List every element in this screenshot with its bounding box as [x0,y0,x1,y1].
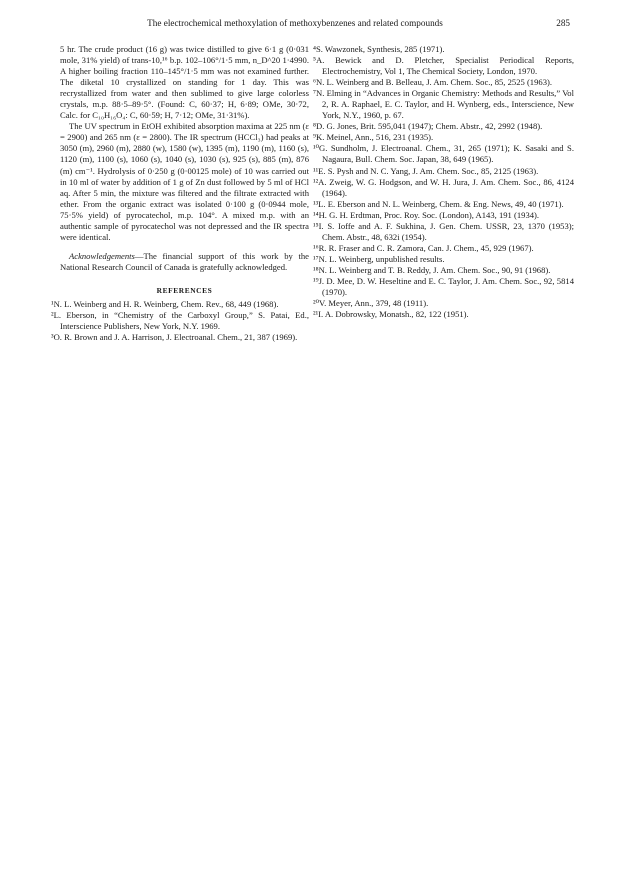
acknowledgements-text: —The financial support of this work by the National Research Council of Canada is gratefully acknowledged. [60,250,309,272]
running-title: The electrochemical methoxylation of methoxybenzenes and related compounds [147,18,443,28]
reference-item: ²⁰V. Meyer, Ann., 379, 48 (1911). [313,298,429,309]
reference-item: ¹⁷N. L. Weinberg, unpublished results. [313,253,445,264]
reference-item: ⁶N. L. Weinberg and B. Belleau, J. Am. Chem. Soc., 85, 2525 (1963). [313,77,553,88]
reference-item: ¹¹E. S. Pysh and N. C. Yang, J. Am. Chem. Soc., 85, 2125 (1963). [313,165,539,176]
acknowledgements [60,251,309,273]
reference-item: ⁵A. Bewick and D. Pletcher, Specialist Periodical Reports, Electrochemistry, Vol 1, The Chemical Society, London, 1970. [313,55,574,77]
reference-item: ¹⁰G. Sundholm, J. Electroanal. Chem., 31, 265 (1971); K. Sasaki and S. Nagaura, Bull. Chem. Soc. Japan, 38, 649 (1965). [313,143,574,165]
page-number: 285 [556,18,570,28]
reference-item: ⁴S. Wawzonek, Synthesis, 285 (1971). [313,44,445,54]
references-heading: REFERENCES [156,285,213,295]
acknowledgements-label: Acknowledgements [69,250,135,261]
reference-item: ¹⁴H. G. H. Erdtman, Proc. Roy. Soc. (London), A143, 191 (1934). [313,209,540,220]
right-column [313,44,574,320]
reference-item: ³O. R. Brown and J. A. Harrison, J. Electroanal. Chem., 21, 387 (1969). [51,332,298,343]
reference-item: ¹⁵I. S. Ioffe and A. F. Sukhina, J. Gen. Chem. USSR, 23, 1370 (1953); Chem. Abstr., 48, 632i (1954). [313,220,574,242]
reference-item: ¹⁹J. D. Mee, D. W. Heseltine and E. C. Taylor, J. Am. Chem. Soc., 92, 5814 (1970). [313,275,574,298]
reference-item: ¹⁸N. L. Weinberg and T. B. Reddy, J. Am. Chem. Soc., 90, 91 (1968). [313,264,551,275]
experimental-paragraph: 5 hr. The crude product (16 g) was twice distilled to give 6·1 g (0·031 mole, 31% yield) of trans-10,¹⁶ b.p. 102–106°/1·5 mm, n_D^20 1·4990. A higher boiling fraction 110–145°/1·5 mm was not examined further. The diketal 10 crystallized on standing for 1 day. This was recrystallized from water and then sublimed to give large colorless crystals, m.p. 88·5–89·5°. (Found: C, 60·37; H, 6·89; OMe, 30·72, Calc. for C₁₀H₁₆O₄: C, 60·59; H, 7·12; OMe, 31·31%). [60,44,309,121]
reference-item: ⁹K. Meinel, Ann., 516, 231 (1935). [313,132,434,143]
running-header [60,16,570,30]
spectra-paragraph: The UV spectrum in EtOH exhibited absorption maxima at 225 nm (ε = 2900) and 265 nm (ε = 2800). The IR spectrum (HCCl₃) had peaks at 3050 (m), 2960 (m), 2880 (w), 1580 (w), 1395 (m), 1190 (m), 1160 (s), 1120 (m), 1100 (s), 1060 (s), 1040 (s), 1030 (s), 925 (s), 885 (m), 876 (m) cm⁻¹. Hydrolysis of 0·250 g (0·00125 mole) of 10 was carried out in 10 ml of water by addition of 1 g of Zn dust followed by 5 ml of HCl aq. After 5 min, the mixture was filtered and the filtrate extracted with ether. From the organic extract was isolated 0·100 g (0·0944 mole, 75·5% yield) of pyrocatechol, m.p. 104°. A mixed m.p. with an authentic sample of pyrocatechol was not depressed and the IR spectra were identical. [60,121,309,242]
reference-item: ¹⁶R. R. Fraser and C. R. Zamora, Can. J. Chem., 45, 929 (1967). [313,242,534,253]
reference-item: ¹²A. Zweig, W. G. Hodgson, and W. H. Jura, J. Am. Chem. Soc., 86, 4124 (1964). [313,176,574,198]
left-column [51,44,309,343]
reference-item: ¹N. L. Weinberg and H. R. Weinberg, Chem. Rev., 68, 449 (1968). [51,298,279,309]
reference-item: ¹³L. E. Eberson and N. L. Weinberg, Chem. & Eng. News, 49, 40 (1971). [313,198,564,209]
reference-item: ⁷N. Elming in “Advances in Organic Chemistry: Methods and Results,” Vol 2, R. A. Raphael, E. C. Taylor, and H. Wynberg, eds., Interscience, New York, N.Y., 1960, p. 67. [313,88,574,121]
reference-item: ²¹I. A. Dobrowsky, Monatsh., 82, 122 (1951). [313,309,469,320]
reference-item: ⁸D. G. Jones, Brit. 595,041 (1947); Chem. Abstr., 42, 2992 (1948). [313,121,543,132]
reference-item: ²L. Eberson, in “Chemistry of the Carboxyl Group,” S. Patai, Ed., Interscience Publishers, New York, N.Y. 1969. [51,310,309,332]
